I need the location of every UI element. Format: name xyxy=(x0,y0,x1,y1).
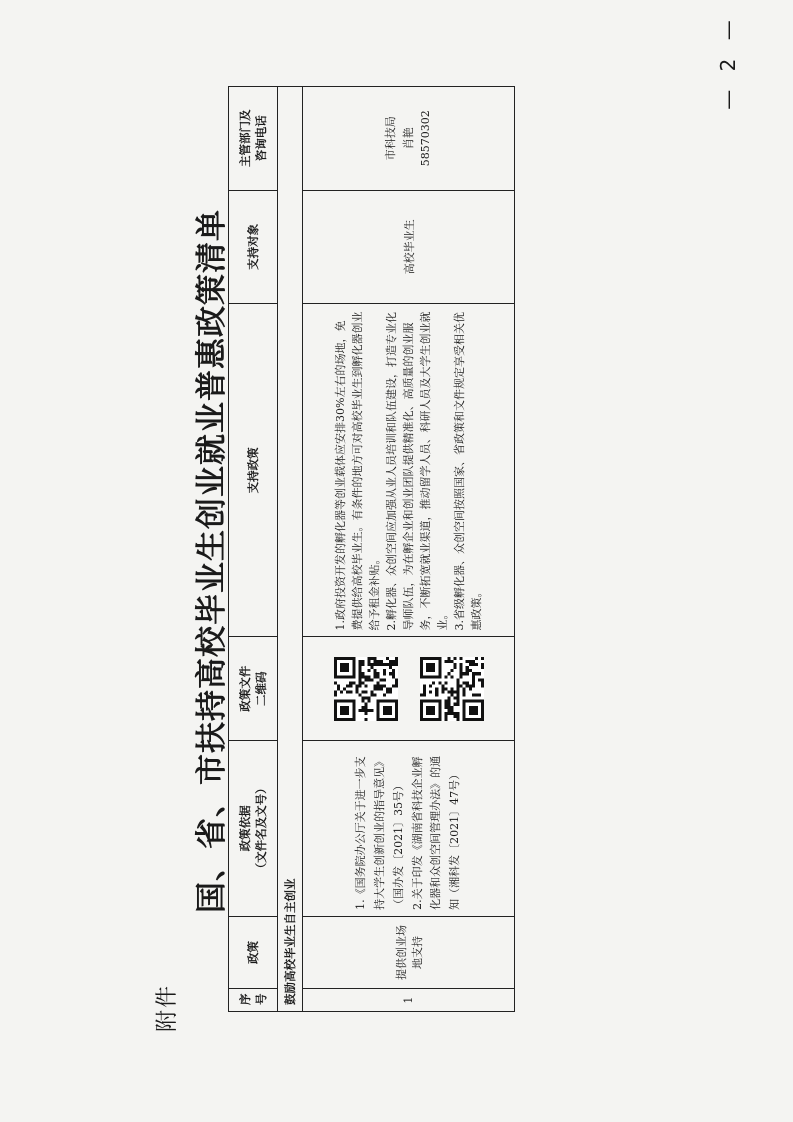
section-row xyxy=(278,87,303,1012)
dept-phone: 58570302 xyxy=(419,110,433,167)
dept-contact: 肖艳 xyxy=(401,127,415,150)
header-policy: 政策 xyxy=(229,916,278,988)
table-header-row xyxy=(229,87,278,1012)
qr-code-2[interactable] xyxy=(420,657,484,721)
row-dept xyxy=(303,87,515,191)
row-basis xyxy=(303,740,515,916)
header-basis xyxy=(229,740,278,916)
table-row xyxy=(303,87,515,1012)
row-target: 高校毕业生 xyxy=(303,190,515,304)
row-no: 1 xyxy=(303,989,515,1012)
support-item: 2.孵化器、众创空间应加强从业人员培训和队伍建设，打造专业化导师队伍，为在孵企业和创业团队提供精准化、高质量的创业服务，不断拓宽就业渠道，推动留学人员、科研人员及大学生创业就业。 xyxy=(384,311,450,631)
page-number: — 2 — xyxy=(716,14,740,110)
section-title: 鼓励高校毕业生自主创业 xyxy=(278,87,303,1012)
header-qr-line1: 政策文件 xyxy=(238,665,252,712)
basis-item: 1.《国务院办公厅关于进一步支持大学生创新创业的指导意见》（国办发〔2021〕35号） xyxy=(354,755,405,910)
support-item: 1.政府投资开发的孵化器等创业载体应安排30%左右的场地，免费提供给高校毕业生。有条件的地方可对高校毕业生到孵化器创业给予租金补贴。 xyxy=(333,311,381,631)
dept-name: 市科技局 xyxy=(384,116,398,161)
header-dept-line2: 咨询电话 xyxy=(254,115,268,162)
header-basis-line1: 政策依据 xyxy=(238,805,252,852)
header-basis-line2: （文件名及文号） xyxy=(254,782,268,875)
row-support xyxy=(303,304,515,637)
row-qr-codes xyxy=(303,637,515,740)
page-title: 国、省、市扶持高校毕业生创业就业普惠政策清单 xyxy=(194,209,230,913)
qr-code-1[interactable] xyxy=(334,657,398,721)
header-qr-line2: 二维码 xyxy=(254,671,268,706)
header-no: 序号 xyxy=(229,989,278,1012)
support-item: 3.省级孵化器、众创空间按照国家、省政策和文件规定享受相关优惠政策。 xyxy=(453,311,484,631)
row-policy: 提供创业场地支持 xyxy=(303,916,515,988)
attachment-label: 附件 xyxy=(155,983,180,1032)
header-target: 支持对象 xyxy=(229,190,278,304)
header-dept xyxy=(229,87,278,191)
header-qr xyxy=(229,637,278,740)
basis-item: 2.关于印发《湖南省科技企业孵化器和众创空间管理办法》的通知（湘科发〔2021〕47号） xyxy=(410,755,461,910)
header-support: 支持政策 xyxy=(229,304,278,637)
header-dept-line1: 主管部门及 xyxy=(238,109,252,168)
policy-table xyxy=(228,86,515,1012)
